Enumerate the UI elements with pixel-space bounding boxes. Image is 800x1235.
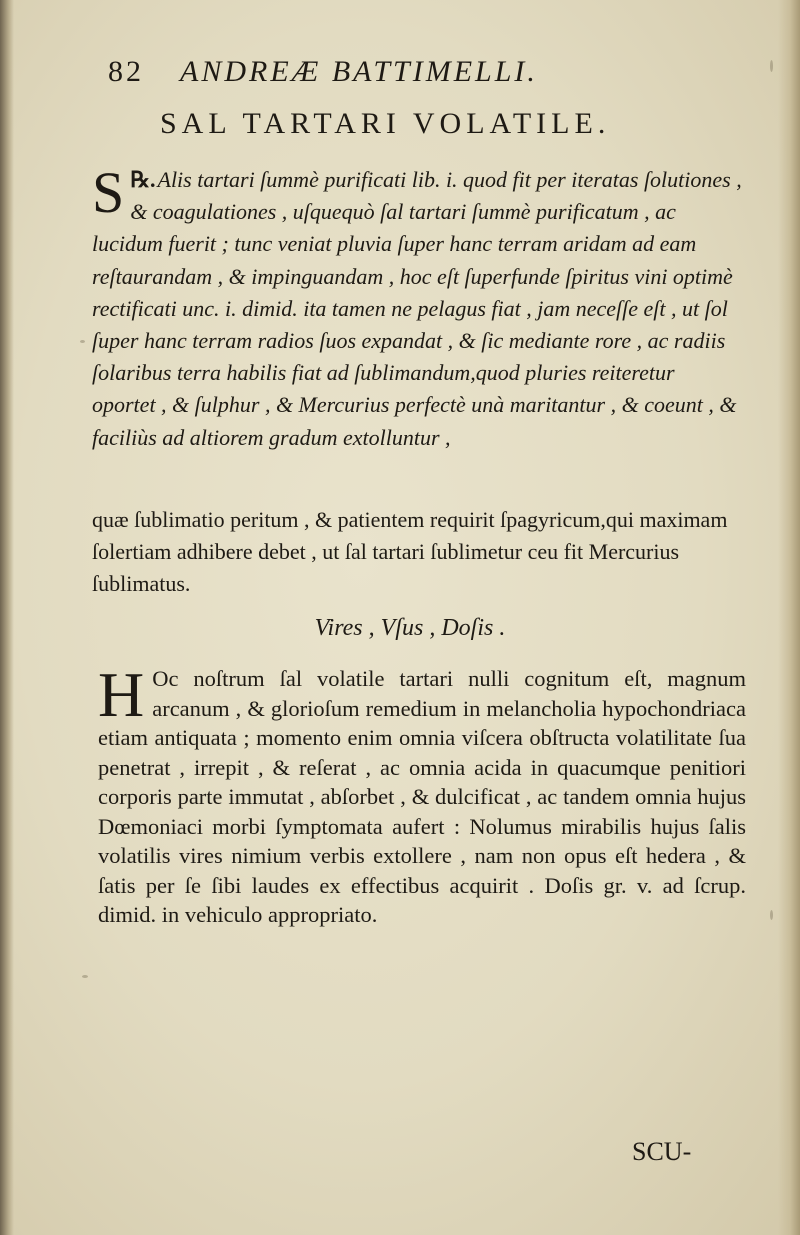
recipe-sign: ℞.: [130, 167, 156, 192]
body-paragraph: [98, 659, 746, 930]
recipe-text: Alis tartari ſummè purificati lib. i. quod fit per iteratas ſolutiones , & coagulationes , uſquequò ſal tartari ſummè purificatum , ac lucidum fuerit ; tunc veniat pluvia ſuper hanc terram aridam ad eam reſtaurandam , & impinguandam , hoc eſt ſuperfunde ſpiritus vini optimè rectificati unc. i. dimid. ita tamen ne pelagus fiat , jam neceſſe eſt , ut ſol ſuper hanc terram radios ſuos expandat , & ſic mediante rore , ac radiis ſolaribus terra habilis fiat ad ſublimandum,quod pluries reiteretur oportet , & ſulphur , & Mercurius perfectè unà maritantur , & coeunt , & faciliùs ad altiorem gradum extolluntur ,: [92, 167, 742, 450]
paper-blemish: [770, 910, 773, 920]
page-edge: [778, 0, 800, 1235]
section-title: SAL TARTARI VOLATILE.: [160, 107, 611, 140]
paper-blemish: [80, 340, 85, 343]
paper-blemish: [770, 60, 773, 72]
subheading: Vires , Vſus , Doſis .: [314, 615, 506, 641]
body-text: Oc noſtrum ſal volatile tartari nulli cognitum eſt, magnum arcanum , & glorioſum remedium in melancholia hypochondriaca etiam antiquata ; momento enim omnia viſcera obſtructa volatilitate ſua penetrat , irrepit , & reſerat , ac omnia acida in quacumque penitiori corporis parte immutat , abſorbet , & dulcificat , ac tandem omnia hujus Dœmoniaci morbi ſymptomata aufert : Nolumus mirabilis hujus ſalis volatilis vires nimium verbis extollere , nam non opus eſt hedera , & ſatis per ſe ſibi laudes ex effectibus acquirit . Doſis gr. v. ad ſcrup. dimid. in vehiculo appropriato.: [98, 666, 746, 927]
binding-gutter: [0, 0, 14, 1235]
running-head: [108, 52, 628, 92]
recipe-continuation: [92, 504, 742, 601]
drop-cap-h: H: [98, 659, 145, 730]
catchword: SCU-: [632, 1137, 692, 1166]
recipe-paragraph: [92, 160, 742, 454]
running-title: ANDREÆ BATTIMELLI.: [180, 55, 538, 88]
page-number: 82: [108, 55, 144, 88]
drop-cap-s: S: [92, 160, 125, 225]
recipe-continuation-text: quæ ſublimatio peritum , & patientem requirit ſpagyricum,qui maximam ſolertiam adhibere debet , ut ſal tartari ſublimetur ceu fit Mercurius ſublimatus.: [92, 507, 728, 597]
paper-blemish: [82, 975, 88, 978]
